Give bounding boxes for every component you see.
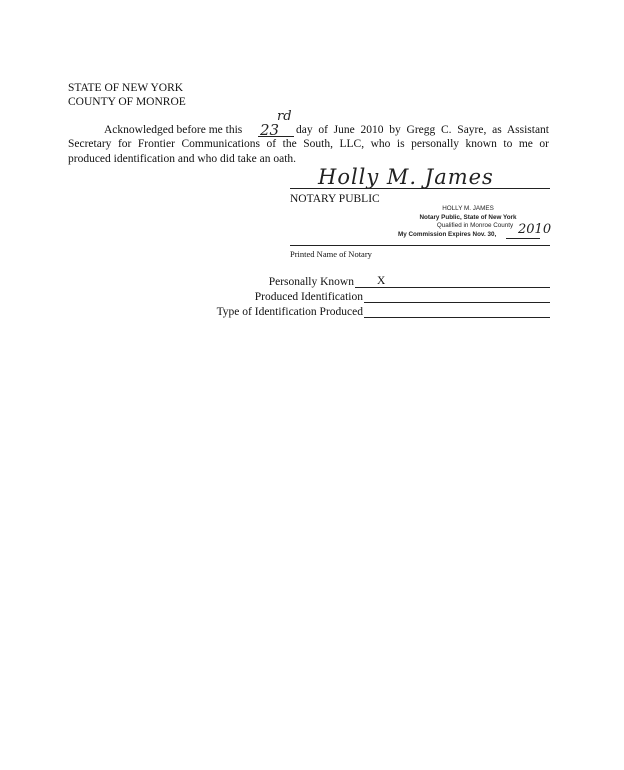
stamp-commission: My Commission Expires Nov. 30, xyxy=(398,230,497,238)
produced-id-line xyxy=(364,302,550,303)
signature-line xyxy=(290,188,550,189)
notary-signature: Holly M. James xyxy=(318,165,494,189)
id-type-label: Type of Identification Produced xyxy=(216,306,363,318)
commission-year-handwritten: 2010 xyxy=(518,222,552,237)
commission-year-underline xyxy=(506,238,540,239)
ack-line1-after: day of June 2010 by Gregg C. Sayre, as Assistant xyxy=(296,124,549,136)
state-line: STATE OF NEW YORK xyxy=(68,82,184,94)
stamp-name: HOLLY M. JAMES xyxy=(442,205,494,212)
printed-name-label: Printed Name of Notary xyxy=(290,249,372,259)
notary-stamp xyxy=(398,205,538,239)
notary-title: NOTARY PUBLIC xyxy=(290,193,380,205)
day-suffix-handwritten: rd xyxy=(277,109,292,124)
ack-line2: Secretary for Frontier Communications of the South, LLC, who is personally known to me or xyxy=(68,138,549,150)
personally-known-label: Personally Known xyxy=(268,276,354,288)
personally-known-mark: X xyxy=(377,275,386,287)
produced-id-label: Produced Identification xyxy=(254,291,363,303)
printed-name-line xyxy=(290,245,550,246)
day-handwritten: 23 xyxy=(260,121,280,139)
ack-line3: produced identification and who did take an oath. xyxy=(68,153,297,165)
stamp-county: Qualified in Monroe County xyxy=(436,222,514,229)
ack-line1-before: Acknowledged before me this xyxy=(104,124,243,136)
county-line: COUNTY OF MONROE xyxy=(68,96,186,108)
id-type-line xyxy=(364,317,550,318)
stamp-title: Notary Public, State of New York xyxy=(419,213,517,221)
